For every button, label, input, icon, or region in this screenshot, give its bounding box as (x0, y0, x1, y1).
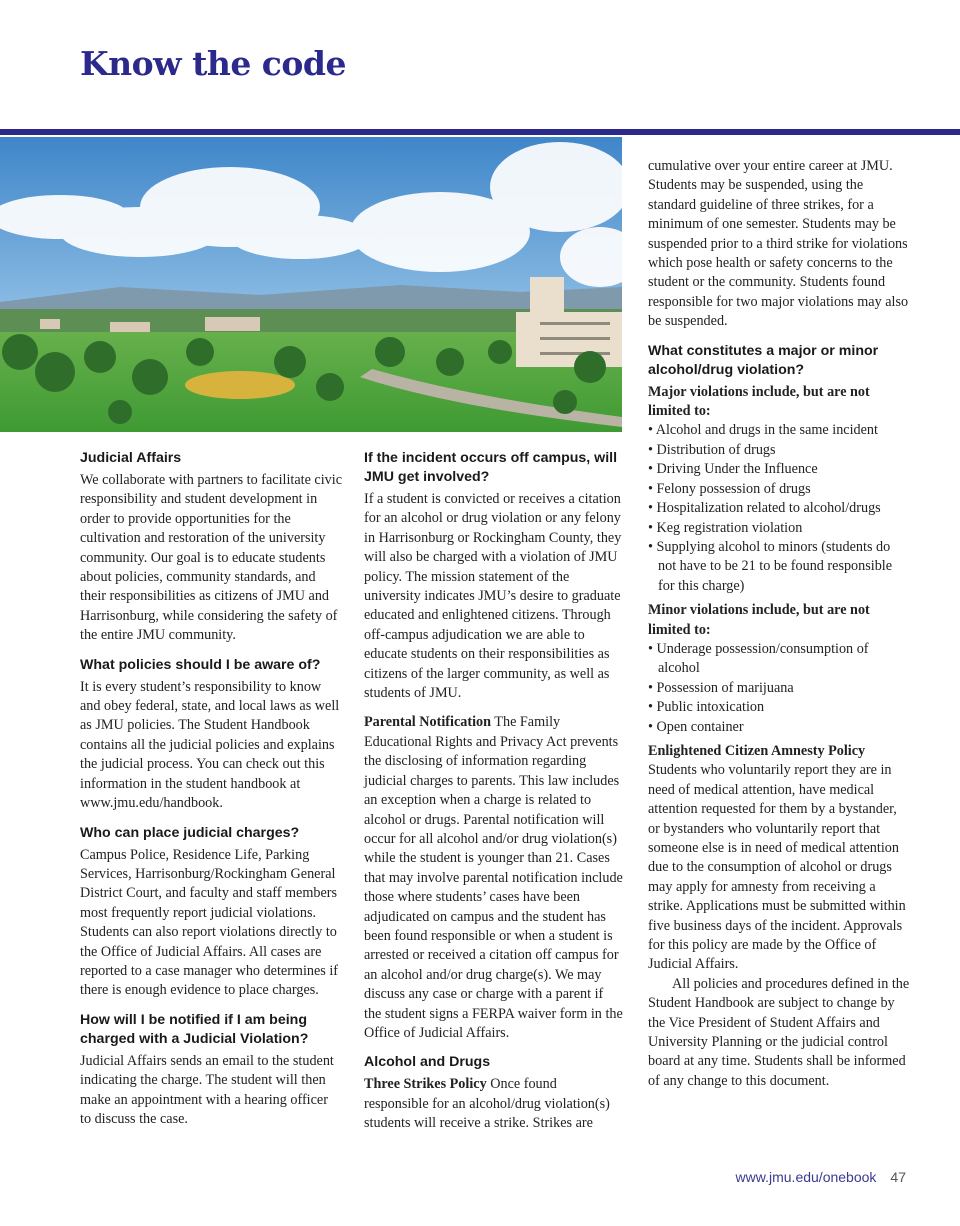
list-item: • Hospitalization related to alcohol/drugs (648, 500, 881, 517)
offcampus-body: If a student is convicted or receives a citation for an alcohol or drug violation or any felony in Harrisonburg or Rockingham County, they will also be charged with a violation of JMU policy. The mission statement of the university indicates JMU’s desire to graduate educated and enlightened citizens. Through off-campus adjudication we are able to educate students on their responsibilities as citizens of the larger community, as well as students of JMU. (364, 491, 622, 702)
judicial-affairs-heading: Judicial Affairs (80, 450, 182, 466)
strikes-continued: cumulative over your entire career at JMU. Students may be suspended, using the standard guideline of three strikes, for a minimum of one semester. Students may be suspended prior to a third strike for violations which pose health or safety concerns to the student or the community. Students found responsible for two major violations may also be suspended. (648, 158, 909, 330)
list-item: • Felony possession of drugs (648, 480, 811, 497)
page-title: Know the code (80, 44, 346, 83)
policies-body: It is every student’s responsibility to know and obey federal, state, and local laws as well as JMU policies. The Student Handbook contains all the judicial policies and explains the judicial process. You can check out this information in the student handbook at www.jmu.edu/handbook. (80, 678, 340, 812)
list-item: • Public intoxication (648, 699, 765, 716)
list-item: • Alcohol and drugs in the same incident (648, 422, 878, 439)
list-item: • Supplying alcohol to minors (students do not have to be 21 to be found responsible for this charge) (648, 538, 893, 594)
three-strikes-policy (364, 1075, 624, 1133)
major-violations-list (648, 421, 910, 596)
page-number: 47 (890, 1169, 906, 1185)
closing-paragraph: All policies and procedures defined in the Student Handbook are subject to change by the Vice President of Student Affairs and University Planning or the judicial control board at any time. Students shall be informed of any change to this document. (648, 975, 910, 1089)
list-item: • Distribution of drugs (648, 441, 776, 458)
charges-heading: Who can place judicial charges? (80, 824, 300, 841)
three-strikes-body: Once found responsible for an alcohol/drug violation(s) students will receive a strike. Strikes are (364, 1076, 610, 1132)
list-item: • Open container (648, 718, 744, 735)
policies-heading: What policies should I be aware of? (80, 656, 321, 673)
judicial-affairs-body: We collaborate with partners to facilitate civic responsibility and student development in order to provide opportunities for the cultivation and restoration of the university community. Our goal is to educate students about policies, community standards, and their responsibilities as citizens of JMU and Harrisonburg, while considering the safety of the entire JMU community. (80, 472, 342, 644)
major-violations-label: Major violations include, but are not limited to: (648, 383, 870, 420)
notified-body: Judicial Affairs sends an email to the student indicating the charge. The student will then make an appointment with a hearing officer to discuss the case. (80, 1052, 334, 1127)
header-rule (0, 129, 960, 135)
amnesty-policy-body: Students who voluntarily report they are in need of medical attention, have medical attention requested for them by a bystander, or bystanders who voluntarily report that someone else is in need of medical attention due to the consumption of alcohol or drugs may apply for amnesty from receiving a strike. Applications must be submitted within five business days of the incident. Approvals for this policy are made by the Office of Judicial Affairs. (648, 762, 906, 973)
minor-violations-label: Minor violations include, but are not limited to: (648, 602, 870, 638)
major-minor-heading: What constitutes a major or minor alcohol/drug violation? (648, 342, 879, 378)
column-2 (364, 449, 624, 1134)
column-1 (80, 449, 342, 1129)
list-item: • Keg registration violation (648, 519, 803, 536)
minor-violations-list (648, 640, 910, 737)
campus-landscape-photo (0, 137, 622, 432)
parental-notification-body: The Family Educational Rights and Privacy Act prevents the disclosing of information regarding judicial charges to parents. This law includes an exception when a charge is related to alcohol or drugs. Parental notification will occur for all alcohol and/or drug violation(s) while the student is younger than 21. Cases that may involve parental notification include those where students’ cases have been adjudicated on campus and the student has been found responsible or when a student is arrested or received a citation off campus for an alcohol and/or drug charge(s). We may discuss any case or charge with a parent if the student signs a FERPA waiver form in the Office of Judicial Affairs. (364, 714, 623, 1041)
page-footer (736, 1169, 906, 1185)
notified-heading: How will I be notified if I am being charged with a Judicial Violation? (80, 1011, 309, 1047)
footer-url-link[interactable]: www.jmu.edu/onebook (735, 1169, 877, 1185)
alcohol-drugs-heading: Alcohol and Drugs (364, 1054, 491, 1071)
list-item: • Underage possession/consumption of alcohol (648, 640, 869, 677)
list-item: • Possession of marijuana (648, 679, 794, 696)
list-item: • Driving Under the Influence (648, 461, 818, 478)
parental-notification-label: Parental Notification (364, 714, 492, 731)
charges-body: Campus Police, Residence Life, Parking Services, Harrisonburg/Rockingham General District Court, and faculty and staff members most frequently report judicial violations. Students can also report violations directly to the Office of Judicial Affairs. All cases are reported to a case manager who determines if there is enough evidence to place charges. (80, 846, 339, 999)
three-strikes-label: Three Strikes Policy (364, 1076, 487, 1093)
amnesty-policy-label: Enlightened Citizen Amnesty Policy (648, 742, 866, 759)
offcampus-heading: If the incident occurs off campus, will JMU get involved? (364, 450, 618, 485)
parental-notification (364, 713, 624, 1043)
column-3 (648, 157, 910, 1091)
